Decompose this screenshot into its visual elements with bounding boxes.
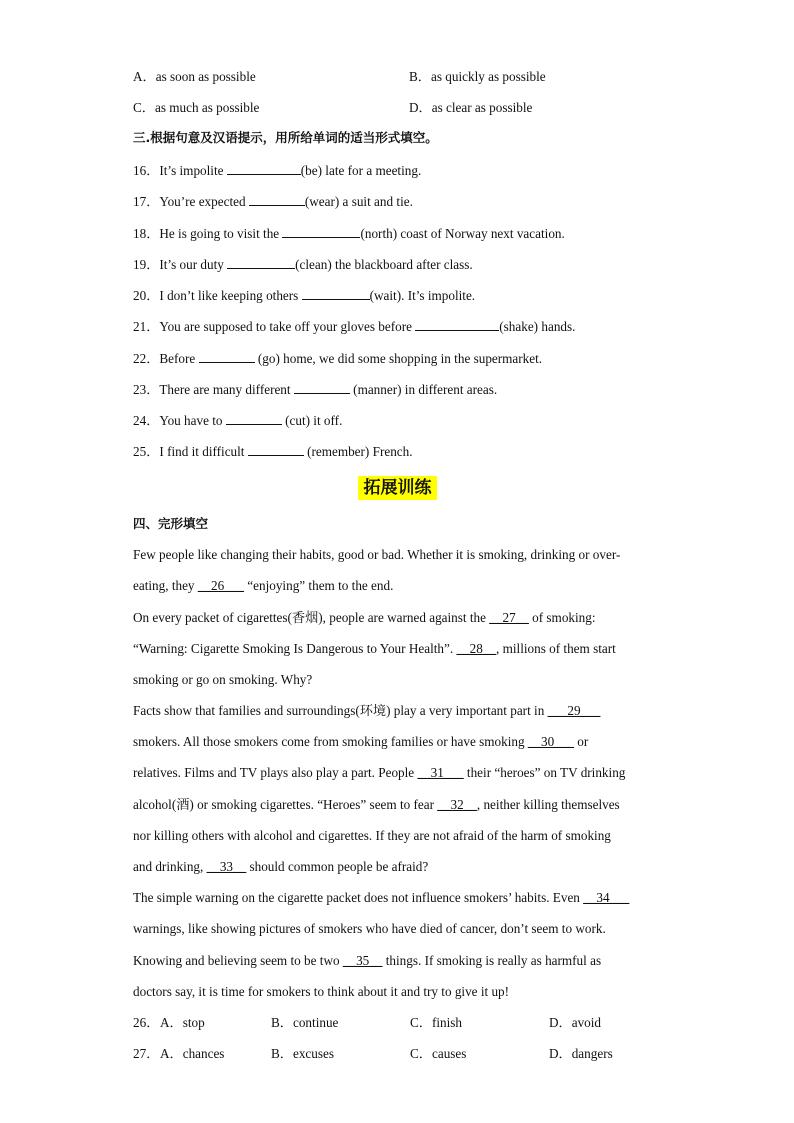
answer-blank[interactable] <box>227 162 301 175</box>
passage-line: The simple warning on the cigarette packet does not influence smokers’ habits. Even __34___ <box>133 890 630 905</box>
question-26: 26． <box>133 1015 160 1030</box>
answer-blank[interactable] <box>226 412 282 425</box>
question-18: 18．He is going to visit the (north) coast of Norway next vacation. <box>133 226 565 241</box>
q27-option-b[interactable]: B．excuses <box>271 1046 334 1061</box>
section4-title: 四、完形填空 <box>133 516 209 531</box>
option-d: D．as clear as possible <box>409 100 533 115</box>
passage-line: warnings, like showing pictures of smokers who have died of cancer, don’t seem to work. <box>133 921 606 936</box>
question-19: 19．It’s our duty (clean) the blackboard after class. <box>133 257 473 272</box>
answer-blank[interactable] <box>302 287 370 300</box>
answer-blank[interactable] <box>248 443 304 456</box>
passage-line: Few people like changing their habits, good or bad. Whether it is smoking, drinking or over- <box>133 547 621 562</box>
question-20: 20．I don’t like keeping others (wait). It’s impolite. <box>133 288 476 303</box>
q26-option-c[interactable]: C．finish <box>410 1015 463 1030</box>
passage-line: Facts show that families and surroundings(环境) play a very important part in ___29___ <box>133 703 601 718</box>
question-23: 23．There are many different (manner) in different areas. <box>133 382 498 397</box>
blank-30: __30___ <box>527 734 574 749</box>
question-21: 21．You are supposed to take off your gloves before (shake) hands. <box>133 319 576 334</box>
q27-option-c[interactable]: C．causes <box>410 1046 467 1061</box>
blank-26: __26___ <box>197 578 244 593</box>
question-16: 16．It’s impolite (be) late for a meeting. <box>133 163 422 178</box>
passage-line: “Warning: Cigarette Smoking Is Dangerous to Your Health”. __28__, millions of them start <box>133 641 616 656</box>
option-a: A．as soon as possible <box>133 69 256 84</box>
passage-line: and drinking, __33__ should common people be afraid? <box>133 859 429 874</box>
passage-line: alcohol(酒) or smoking cigarettes. “Heroes” seem to fear __32__, neither killing themselves <box>133 797 620 812</box>
passage-line: doctors say, it is time for smokers to think about it and try to give it up! <box>133 984 510 999</box>
question-25: 25．I find it difficult (remember) French. <box>133 444 413 459</box>
question-17: 17．You’re expected (wear) a suit and tie. <box>133 194 413 209</box>
blank-35: __35__ <box>342 953 383 968</box>
blank-27: __27__ <box>489 610 529 625</box>
question-22: 22．Before (go) home, we did some shopping in the supermarket. <box>133 351 543 366</box>
option-b: B．as quickly as possible <box>409 69 546 84</box>
answer-blank[interactable] <box>199 350 255 363</box>
q27-option-a[interactable]: A．chances <box>160 1046 225 1061</box>
blank-33: __33__ <box>206 859 247 874</box>
passage-line: eating, they __26___ “enjoying” them to the end. <box>133 578 394 593</box>
passage-line: nor killing others with alcohol and cigarettes. If they are not afraid of the harm of smoking <box>133 828 611 843</box>
q26-option-a[interactable]: A．stop <box>160 1015 205 1030</box>
answer-blank[interactable] <box>227 256 295 269</box>
passage-line: smokers. All those smokers come from smoking families or have smoking __30___ or <box>133 734 589 749</box>
blank-29: ___29___ <box>547 703 601 718</box>
answer-blank[interactable] <box>249 193 305 206</box>
blank-32: __32__ <box>437 797 477 812</box>
passage-line: smoking or go on smoking. Why? <box>133 672 313 687</box>
passage-line: relatives. Films and TV plays also play a part. People __31___ their “heroes” on TV drinking <box>133 765 626 780</box>
passage-line: Knowing and believing seem to be two __35__ things. If smoking is really as harmful as <box>133 953 602 968</box>
q26-option-d[interactable]: D．avoid <box>549 1015 602 1030</box>
extension-training-banner: 拓展训练 <box>358 476 437 500</box>
q26-option-b[interactable]: B．continue <box>271 1015 339 1030</box>
blank-28: __28__ <box>456 641 497 656</box>
answer-blank[interactable] <box>282 225 360 238</box>
option-c: C．as much as possible <box>133 100 260 115</box>
section3-title: 三.根据句意及汉语提示，用所给单词的适当形式填空。 <box>133 130 438 145</box>
q27-option-d[interactable]: D．dangers <box>549 1046 613 1061</box>
blank-31: __31___ <box>417 765 464 780</box>
question-27: 27． <box>133 1046 160 1061</box>
passage-line: On every packet of cigarettes(香烟), people are warned against the __27__ of smoking: <box>133 610 596 625</box>
answer-blank[interactable] <box>415 318 499 331</box>
answer-blank[interactable] <box>294 381 350 394</box>
blank-34: __34___ <box>583 890 630 905</box>
question-24: 24．You have to (cut) it off. <box>133 413 343 428</box>
